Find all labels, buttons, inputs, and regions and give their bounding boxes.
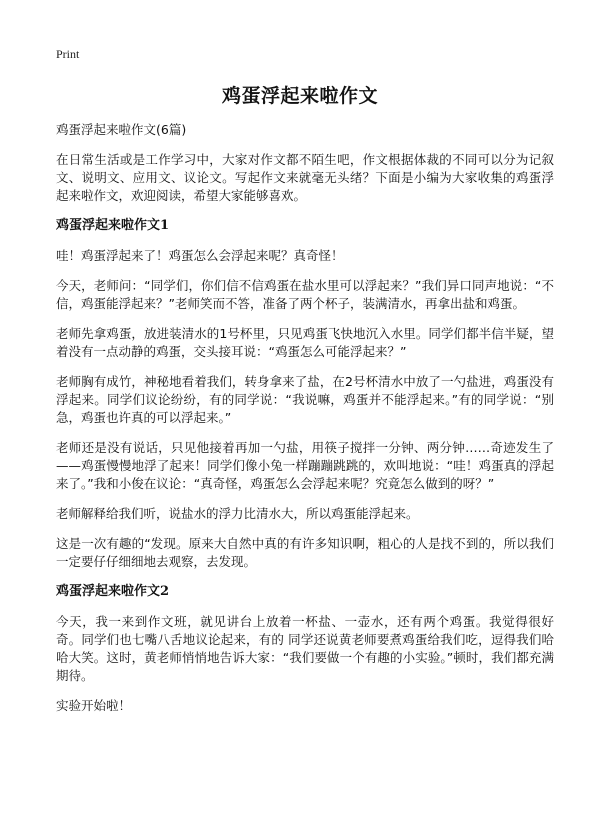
- essay-paragraph: 这是一次有趣的“发现。原来大自然中真的有许多知识啊，粗心的人是找不到的，所以我们一定要仔仔细细地去观察，去发现。: [56, 536, 554, 569]
- essay-1: [56, 217, 554, 571]
- essay-paragraph: 老师先拿鸡蛋，放进装清水的1号杯里，只见鸡蛋飞快地沉入水里。同学们都半信半疑，望着没有一点动静的鸡蛋，交头接耳说：“鸡蛋怎么可能浮起来？”: [56, 326, 554, 359]
- essay-paragraph: 老师解释给我们听，说盐水的浮力比清水大，所以鸡蛋能浮起来。: [56, 506, 419, 521]
- article-subtitle: 鸡蛋浮起来啦作文(6篇): [56, 122, 187, 137]
- intro-paragraph: 在日常生活或是工作学习中，大家对作文都不陌生吧，作文根据体裁的不同可以分为记叙文、说明文、应用文、议论文。写起作文来就毫无头绪？下面是小编为大家收集的鸡蛋浮起来啦作文，欢迎阅读，希望大家能够喜欢。: [56, 152, 554, 203]
- essay-heading: 鸡蛋浮起来啦作文1: [56, 218, 170, 233]
- essay-paragraph: 实验开始啦！: [56, 698, 132, 713]
- article-body: [56, 121, 554, 727]
- page-title: 鸡蛋浮起来啦作文: [221, 85, 378, 107]
- essay-paragraph: 老师胸有成竹，神秘地看着我们，转身拿来了盐，在2号杯清水中放了一勺盐进，鸡蛋没有浮起来。同学们议论纷纷，有的同学说：“我说嘛，鸡蛋并不能浮起来。”有的同学说：“别急，鸡蛋也许真的可以浮起来。”: [56, 374, 554, 425]
- print-link[interactable]: Print: [56, 47, 80, 61]
- essay-2: [56, 583, 554, 715]
- essay-paragraph: 今天，老师问：“同学们，你们信不信鸡蛋在盐水里可以浮起来？”我们异口同声地说：“不信，鸡蛋能浮起来？”老师笑而不答，准备了两个杯子，装满清水，再拿出盐和鸡蛋。: [56, 278, 554, 311]
- essay-paragraph: 哇！鸡蛋浮起来了！鸡蛋怎么会浮起来呢？真奇怪！: [56, 248, 344, 263]
- essay-paragraph: 今天，我一来到作文班，就见讲台上放着一杯盐、一壶水，还有两个鸡蛋。我觉得很好奇。同学们也七嘴八舌地议论起来，有的 同学还说黄老师要煮鸡蛋给我们吃，逗得我们哈哈大笑。这时，黄老师悄悄地告诉大家：“我们要做一个有趣的小实验。”顿时，我们都充满期待。: [56, 614, 554, 683]
- essay-paragraph: 老师还是没有说话，只见他接着再加一勺盐，用筷子搅拌一分钟、两分钟……奇迹发生了——鸡蛋慢慢地浮了起来！同学们像小兔一样蹦蹦跳跳的，欢叫地说：“哇！鸡蛋真的浮起来了。”我和小俊在议论：“真奇怪，鸡蛋怎么会浮起来呢？究竟怎么做到的呀？”: [56, 440, 554, 491]
- essay-heading: 鸡蛋浮起来啦作文2: [56, 584, 170, 599]
